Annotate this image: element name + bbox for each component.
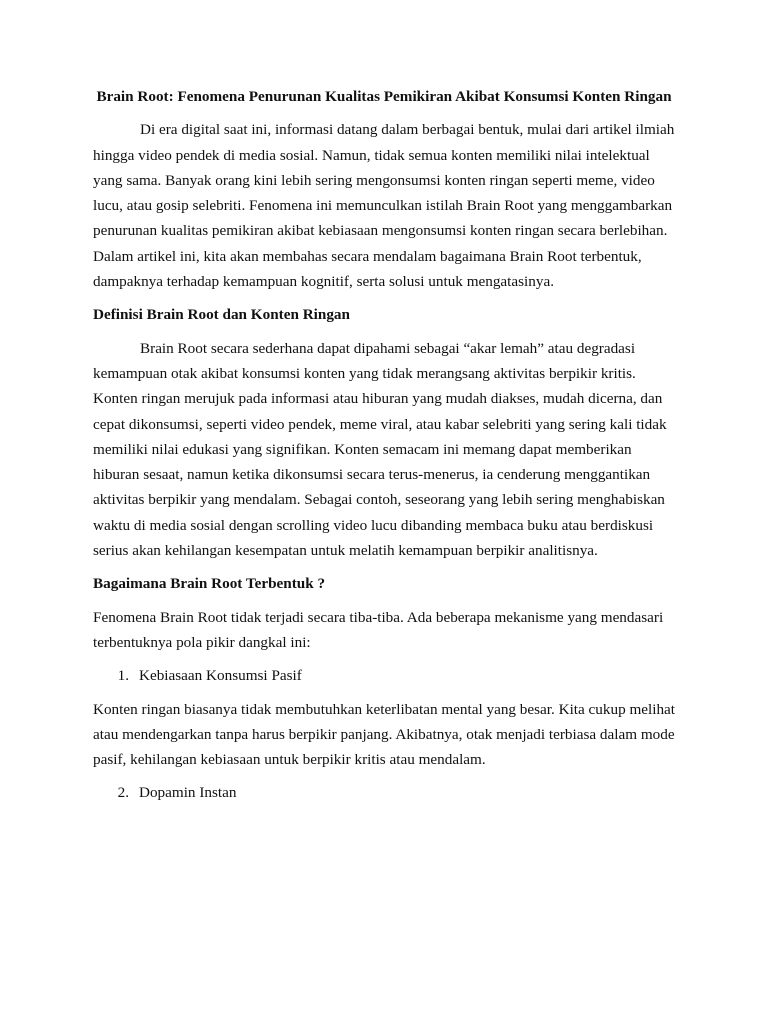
list-item-number: 2.	[117, 784, 129, 802]
list-item-number: 1.	[117, 667, 129, 685]
list-item-label: Kebiasaan Konsumsi Pasif	[139, 667, 302, 685]
list-item	[93, 780, 675, 805]
list-item-paragraph: Konten ringan biasanya tidak membutuhkan keterlibatan mental yang besar. Kita cukup melihat atau mendengarkan tanpa harus berpikir panjang. Akibatnya, otak menjadi terbiasa dalam mode pasif, kehilangan kebiasaan untuk berpikir kritis atau mendalam.	[93, 700, 676, 769]
list-item-label: Dopamin Instan	[139, 784, 237, 802]
document-title: Brain Root: Fenomena Penurunan Kualitas Pemikiran Akibat Konsumsi Konten Ringan	[96, 88, 672, 105]
list-item	[93, 663, 675, 688]
definition-paragraph: Brain Root secara sederhana dapat dipahami sebagai “akar lemah” atau degradasi kemampuan otak akibat konsumsi konten yang tidak merangsang aktivitas berpikir kritis. Konten ringan merujuk pada informasi atau hiburan yang mudah diakses, mudah dicerna, dan cepat dikonsumsi, seperti video pendek, meme viral, atau kabar selebriti yang sering kali tidak memiliki nilai edukasi yang signifikan. Konten semacam ini memang dapat memberikan hiburan sesaat, namun ketika dikonsumsi secara terus-menerus, ia cenderung menggantikan aktivitas berpikir yang mendalam. Sebagai contoh, seseorang yang lebih sering menghabiskan waktu di media sosial dengan scrolling video lucu dibanding membaca buku atau berdiskusi serius akan kehilangan kesempatan untuk melatih kemampuan berpikir analitisnya.	[93, 339, 667, 560]
intro-paragraph: Di era digital saat ini, informasi datang dalam berbagai bentuk, mulai dari artikel ilmiah hingga video pendek di media sosial. Namun, tidak semua konten memiliki nilai intelektual yang sama. Banyak orang kini lebih sering mengonsumsi konten ringan seperti meme, video lucu, atau gosip selebriti. Fenomena ini memunculkan istilah Brain Root yang menggambarkan penurunan kualitas pemikiran akibat kebiasaan mengonsumsi konten ringan secara berlebihan. Dalam artikel ini, kita akan membahas secara mendalam bagaimana Brain Root terbentuk, dampaknya terhadap kemampuan kognitif, serta solusi untuk mengatasinya.	[93, 121, 675, 291]
section-heading-formation: Bagaimana Brain Root Terbentuk ?	[93, 575, 326, 593]
formation-paragraph: Fenomena Brain Root tidak terjadi secara tiba-tiba. Ada beberapa mekanisme yang mendasari terbentuknya pola pikir dangkal ini:	[93, 608, 664, 651]
document-page	[93, 84, 675, 814]
section-heading-definition: Definisi Brain Root dan Konten Ringan	[93, 306, 350, 324]
